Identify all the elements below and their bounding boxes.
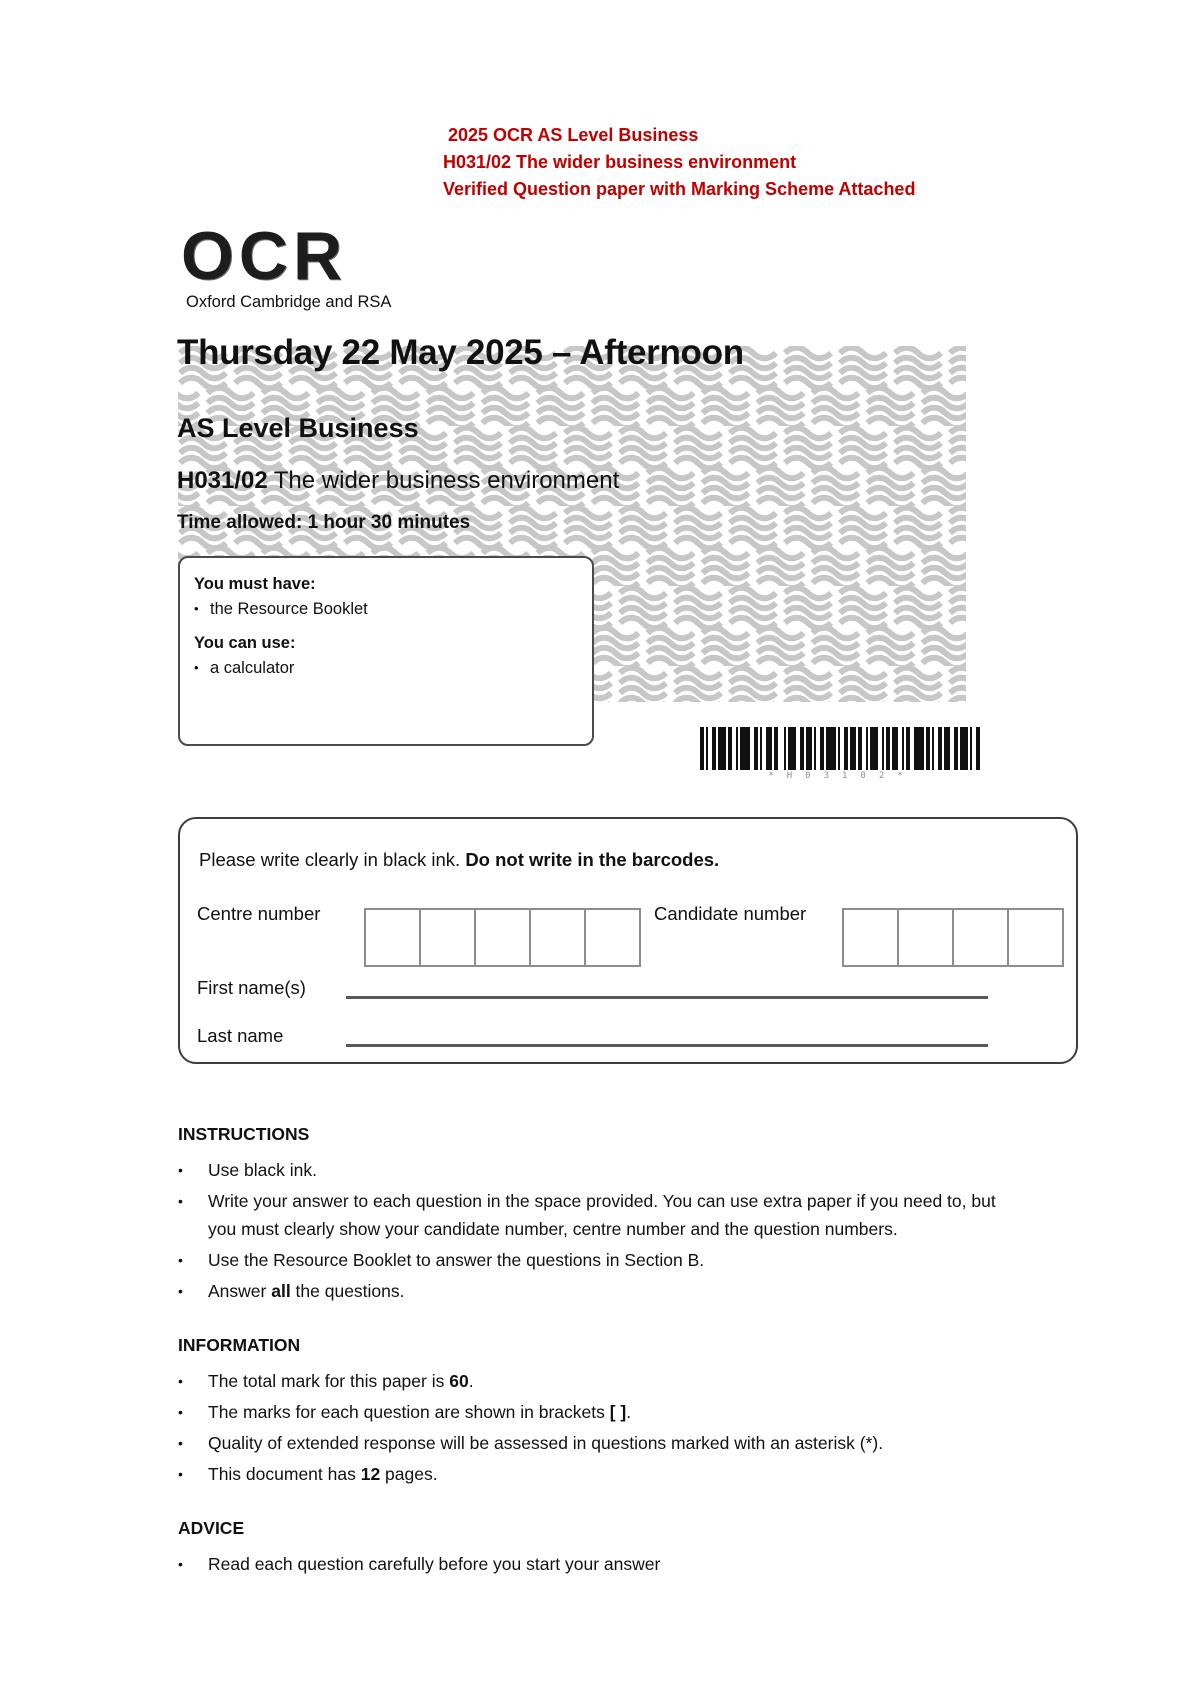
time-allowed: Time allowed: 1 hour 30 minutes [177,512,471,533]
bullet-item [178,1367,1010,1395]
candidate-number-label: Candidate number [654,903,807,924]
can-use-item [194,657,582,679]
barcode-text: *H03102* [768,771,916,781]
paper-code: H031/02 [177,467,268,494]
number-cell [842,908,899,967]
bullet-item [178,1398,1010,1426]
candidate-number-grid [842,908,1064,967]
bullet-text: The marks for each question are shown in brackets [ ]. [208,1402,632,1422]
bullet-marker: • [178,1404,183,1420]
centre-number-grid [364,908,641,967]
section-heading: INSTRUCTIONS [178,1124,310,1144]
bullet-text: The total mark for this paper is 60. [208,1371,474,1391]
bullet-item [178,1187,1010,1243]
bullet-text: Read each question carefully before you start your answer [208,1554,661,1574]
centre-number-label: Centre number [197,903,321,924]
bullet-text: Write your answer to each question in the space provided. You can use extra paper if you need to, but you must clearly show your candidate number, centre number and the question numbers. [208,1191,996,1239]
bullet-item [178,1429,1010,1457]
number-cell [899,908,954,967]
barcode-bar [788,727,796,770]
must-have-item [194,598,582,620]
bullet-text: Quality of extended response will be assessed in questions marked with an asterisk (*). [208,1433,884,1453]
can-use-label: You can use: [194,634,296,652]
number-cell [586,908,641,967]
bullet-marker: • [178,1193,183,1209]
black-ink-instruction-plain: Please write clearly in black ink. [199,849,466,870]
bullet-marker: • [194,601,199,616]
bullet-marker: • [178,1435,183,1451]
qualification-title: AS Level Business [177,413,419,443]
barcode-gap [980,727,984,770]
page-title: Thursday 22 May 2025 – Afternoon [177,333,744,372]
verification-note-line: Verified Question paper with Marking Scheme Attached [443,179,916,199]
number-cell [531,908,586,967]
bullet-text: Answer all the questions. [208,1281,405,1301]
first-name-field [346,996,988,999]
bullet-marker: • [194,660,199,675]
bullet-marker: • [178,1162,183,1178]
section-heading: INFORMATION [178,1335,301,1355]
bullet-marker: • [178,1556,183,1572]
bullet-marker: • [178,1373,183,1389]
verification-note-line: H031/02 The wider business environment [443,152,797,172]
must-have-label: You must have: [194,575,316,593]
bullet-item [178,1277,1010,1305]
black-ink-instruction-bold: Do not write in the barcodes. [465,849,720,870]
bullet-item [178,1460,1010,1488]
first-name-label: First name(s) [197,977,306,998]
last-name-field [346,1044,988,1047]
number-cell [421,908,476,967]
paper-title [177,467,619,495]
ocr-logo-subtitle: Oxford Cambridge and RSA [186,293,392,311]
barcode-bar [826,727,836,770]
must-have-item-text: the Resource Booklet [210,600,368,618]
bullet-text: Use the Resource Booklet to answer the questions in Section B. [208,1250,705,1270]
verification-note [443,122,915,203]
verification-note-line: 2025 OCR AS Level Business [448,125,699,145]
number-cell [954,908,1009,967]
black-ink-instruction [199,849,719,871]
bullet-item [178,1246,1010,1274]
barcode [700,727,984,770]
barcode-bar [718,727,726,770]
barcode-bar [870,727,878,770]
bullet-marker: • [178,1252,183,1268]
last-name-label: Last name [197,1025,284,1046]
front-page-sections [178,1120,1010,1581]
bullet-marker: • [178,1466,183,1482]
candidate-details-box [178,817,1078,1064]
bullet-item [178,1550,1010,1578]
materials-box [178,556,594,746]
number-cell [1009,908,1064,967]
number-cell [364,908,421,967]
number-cell [476,908,531,967]
barcode-bar [740,727,750,770]
barcode-bar [960,727,968,770]
bullet-text: This document has 12 pages. [208,1464,438,1484]
section-heading: ADVICE [178,1518,245,1538]
paper-name: The wider business environment [273,467,620,494]
bullet-marker: • [178,1283,183,1299]
bullet-item [178,1156,1010,1184]
ocr-logo: OCR [181,218,348,294]
bullet-text: Use black ink. [208,1160,317,1180]
barcode-bar [914,727,924,770]
can-use-item-text: a calculator [210,659,295,677]
